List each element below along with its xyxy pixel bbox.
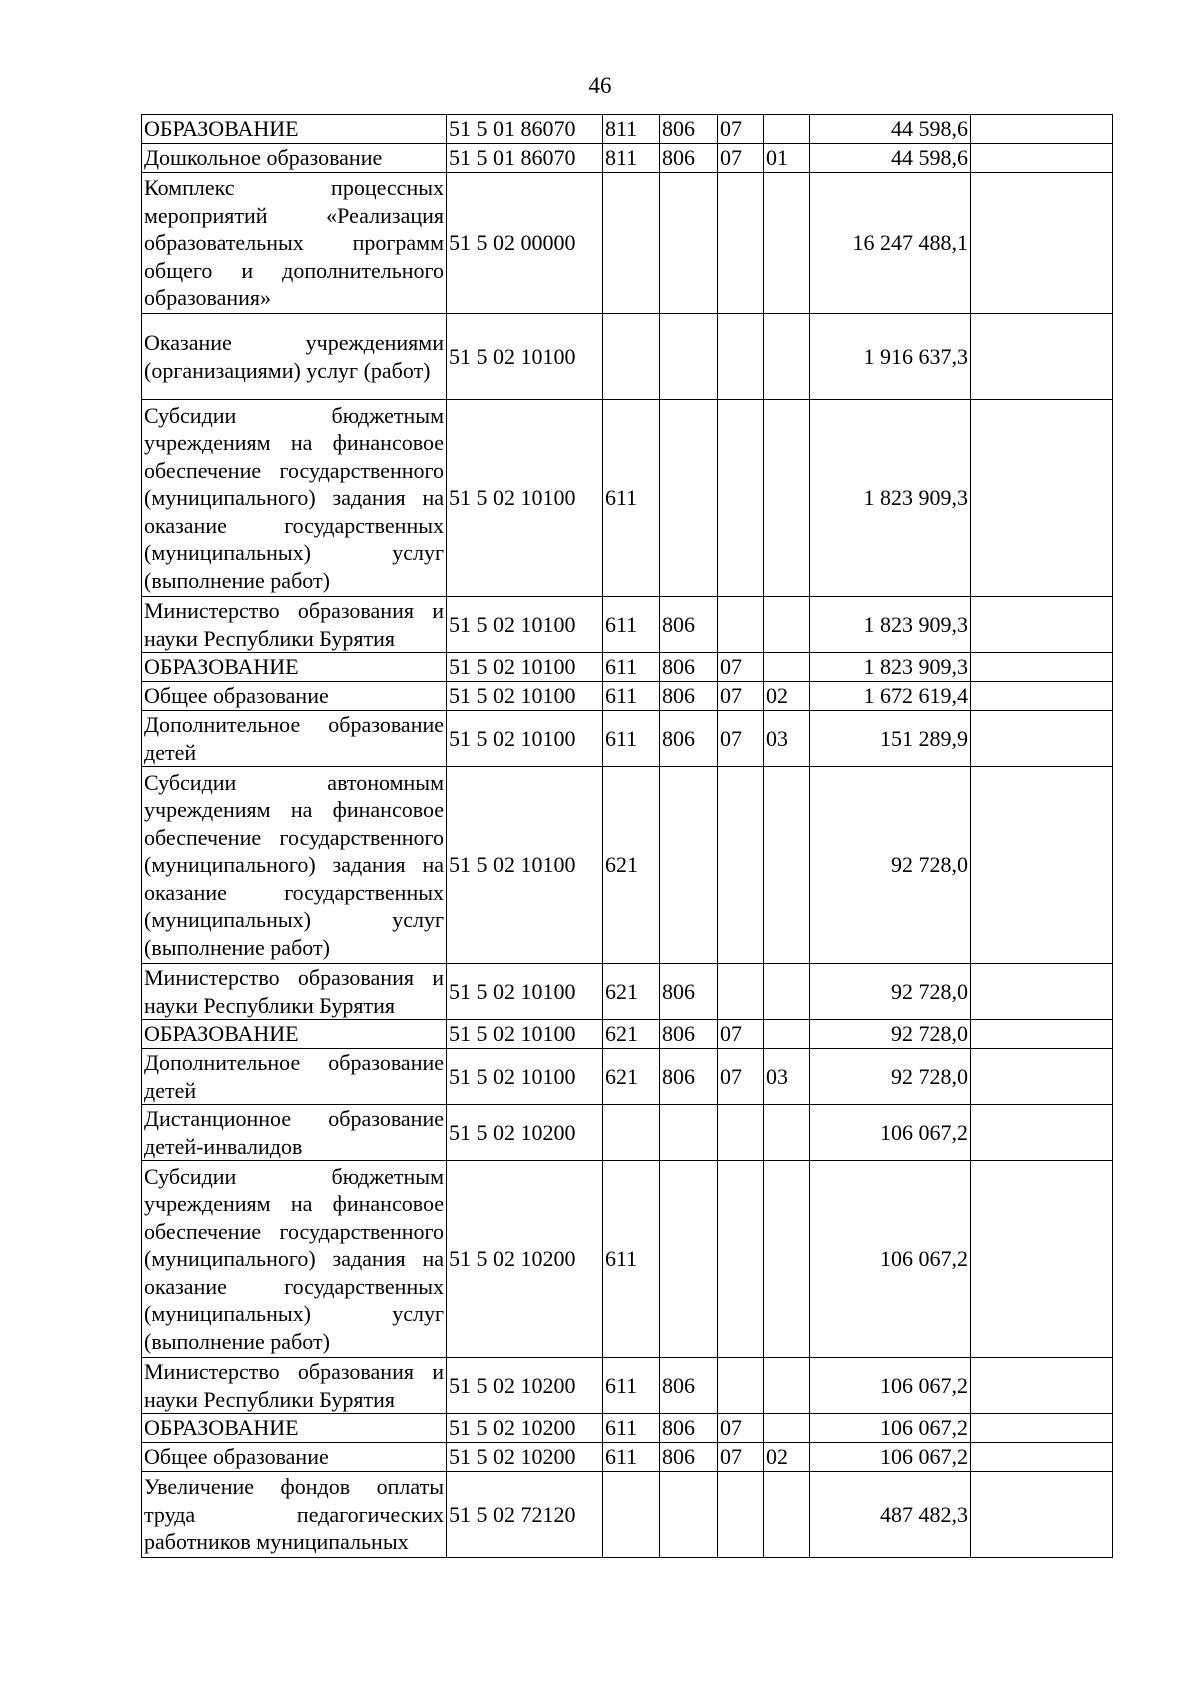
row-vr <box>603 1105 660 1161</box>
row-amount: 487 482,3 <box>810 1472 971 1558</box>
row-extra <box>971 115 1113 144</box>
row-code: 51 5 02 10100 <box>447 767 603 964</box>
row-code: 51 5 02 10200 <box>447 1161 603 1358</box>
row-pr <box>764 1020 810 1049</box>
row-amount: 106 067,2 <box>810 1161 971 1358</box>
row-amount: 92 728,0 <box>810 964 971 1020</box>
row-code: 51 5 01 86070 <box>447 144 603 173</box>
row-grbs <box>660 1161 718 1358</box>
row-amount: 106 067,2 <box>810 1358 971 1414</box>
table-row <box>142 1020 1113 1049</box>
row-vr: 621 <box>603 1020 660 1049</box>
row-amount: 106 067,2 <box>810 1105 971 1161</box>
row-extra <box>971 1161 1113 1358</box>
row-vr: 611 <box>603 1358 660 1414</box>
row-grbs: 806 <box>660 144 718 173</box>
table-row <box>142 653 1113 682</box>
table-row <box>142 964 1113 1020</box>
row-rz <box>718 1105 764 1161</box>
row-grbs: 806 <box>660 964 718 1020</box>
table-row <box>142 1443 1113 1472</box>
table-row <box>142 314 1113 400</box>
table-row <box>142 400 1113 597</box>
row-rz: 07 <box>718 711 764 767</box>
row-name: Общее образование <box>142 1443 447 1472</box>
row-extra <box>971 173 1113 314</box>
row-rz <box>718 173 764 314</box>
row-rz: 07 <box>718 1443 764 1472</box>
row-vr: 611 <box>603 400 660 597</box>
table-row <box>142 1161 1113 1358</box>
row-rz <box>718 964 764 1020</box>
row-name: Оказание учреждениями (организациями) услуг (работ) <box>142 314 447 400</box>
row-pr: 02 <box>764 1443 810 1472</box>
row-grbs: 806 <box>660 653 718 682</box>
row-extra <box>971 711 1113 767</box>
row-name: ОБРАЗОВАНИЕ <box>142 653 447 682</box>
row-pr <box>764 173 810 314</box>
budget-table <box>141 114 1113 1558</box>
row-code: 51 5 02 10200 <box>447 1105 603 1161</box>
row-pr <box>764 767 810 964</box>
row-rz <box>718 1161 764 1358</box>
row-extra <box>971 400 1113 597</box>
table-row <box>142 1414 1113 1443</box>
row-extra <box>971 1105 1113 1161</box>
row-rz <box>718 1358 764 1414</box>
row-grbs <box>660 767 718 964</box>
row-extra <box>971 1020 1113 1049</box>
row-extra <box>971 653 1113 682</box>
row-name: Субсидии бюджетным учреждениям на финансовое обеспечение государственного (муниципального) задания на оказание государственных (муниципальных) услуг (выполнение работ) <box>142 1161 447 1358</box>
row-extra <box>971 1049 1113 1105</box>
row-extra <box>971 682 1113 711</box>
row-name: Увеличение фондов оплаты труда педагогических работников муниципальных <box>142 1472 447 1558</box>
table-row <box>142 1049 1113 1105</box>
table-row <box>142 1472 1113 1558</box>
row-pr: 02 <box>764 682 810 711</box>
row-rz <box>718 1472 764 1558</box>
row-vr: 811 <box>603 144 660 173</box>
row-grbs: 806 <box>660 1020 718 1049</box>
row-amount: 1 823 909,3 <box>810 400 971 597</box>
row-amount: 44 598,6 <box>810 115 971 144</box>
row-pr <box>764 314 810 400</box>
row-amount: 92 728,0 <box>810 1020 971 1049</box>
row-extra <box>971 1358 1113 1414</box>
row-name: ОБРАЗОВАНИЕ <box>142 115 447 144</box>
row-pr: 03 <box>764 1049 810 1105</box>
row-grbs: 806 <box>660 1414 718 1443</box>
row-vr: 811 <box>603 115 660 144</box>
row-vr: 611 <box>603 1161 660 1358</box>
row-amount: 1 672 619,4 <box>810 682 971 711</box>
row-pr <box>764 1472 810 1558</box>
table-row <box>142 144 1113 173</box>
table-row <box>142 711 1113 767</box>
row-code: 51 5 02 10100 <box>447 653 603 682</box>
row-name: Министерство образования и науки Республики Бурятия <box>142 964 447 1020</box>
row-grbs <box>660 173 718 314</box>
row-extra <box>971 1443 1113 1472</box>
row-name: Общее образование <box>142 682 447 711</box>
row-name: Дошкольное образование <box>142 144 447 173</box>
row-grbs <box>660 314 718 400</box>
row-code: 51 5 01 86070 <box>447 115 603 144</box>
row-pr <box>764 1161 810 1358</box>
row-pr <box>764 1105 810 1161</box>
row-rz <box>718 597 764 653</box>
row-code: 51 5 02 10100 <box>447 314 603 400</box>
row-amount: 44 598,6 <box>810 144 971 173</box>
row-vr: 611 <box>603 682 660 711</box>
row-extra <box>971 597 1113 653</box>
row-code: 51 5 02 10100 <box>447 597 603 653</box>
row-pr <box>764 400 810 597</box>
row-amount: 106 067,2 <box>810 1414 971 1443</box>
row-extra <box>971 767 1113 964</box>
table-body <box>142 115 1113 1558</box>
row-vr <box>603 1472 660 1558</box>
row-amount: 92 728,0 <box>810 767 971 964</box>
row-name: Субсидии бюджетным учреждениям на финансовое обеспечение государственного (муниципального) задания на оказание государственных (муниципальных) услуг (выполнение работ) <box>142 400 447 597</box>
row-extra <box>971 314 1113 400</box>
table-row <box>142 1358 1113 1414</box>
row-code: 51 5 02 10100 <box>447 682 603 711</box>
row-code: 51 5 02 10100 <box>447 400 603 597</box>
row-amount: 1 823 909,3 <box>810 653 971 682</box>
row-name: ОБРАЗОВАНИЕ <box>142 1414 447 1443</box>
row-pr <box>764 653 810 682</box>
page-number: 46 <box>588 73 612 98</box>
row-rz: 07 <box>718 144 764 173</box>
row-vr <box>603 314 660 400</box>
row-vr: 611 <box>603 597 660 653</box>
row-extra <box>971 144 1113 173</box>
row-grbs: 806 <box>660 1443 718 1472</box>
row-pr <box>764 115 810 144</box>
row-vr: 621 <box>603 767 660 964</box>
row-rz <box>718 314 764 400</box>
row-vr: 611 <box>603 1443 660 1472</box>
row-grbs: 806 <box>660 1358 718 1414</box>
row-extra <box>971 1414 1113 1443</box>
table-row <box>142 682 1113 711</box>
row-rz <box>718 400 764 597</box>
row-name: Министерство образования и науки Республики Бурятия <box>142 597 447 653</box>
row-rz: 07 <box>718 682 764 711</box>
table-row <box>142 597 1113 653</box>
row-grbs <box>660 1105 718 1161</box>
row-pr <box>764 1358 810 1414</box>
row-vr <box>603 173 660 314</box>
row-amount: 151 289,9 <box>810 711 971 767</box>
row-rz: 07 <box>718 1414 764 1443</box>
row-amount: 1 916 637,3 <box>810 314 971 400</box>
table-row <box>142 115 1113 144</box>
row-grbs: 806 <box>660 711 718 767</box>
row-rz: 07 <box>718 115 764 144</box>
row-vr: 611 <box>603 653 660 682</box>
table-row <box>142 1105 1113 1161</box>
row-pr <box>764 1414 810 1443</box>
row-grbs <box>660 1472 718 1558</box>
row-grbs: 806 <box>660 682 718 711</box>
row-name: Комплекс процессных мероприятий «Реализация образовательных программ общего и дополнительного образования» <box>142 173 447 314</box>
row-vr: 611 <box>603 1414 660 1443</box>
row-code: 51 5 02 10100 <box>447 1020 603 1049</box>
row-rz: 07 <box>718 1049 764 1105</box>
row-code: 51 5 02 10200 <box>447 1443 603 1472</box>
row-code: 51 5 02 00000 <box>447 173 603 314</box>
row-name: Министерство образования и науки Республики Бурятия <box>142 1358 447 1414</box>
row-amount: 16 247 488,1 <box>810 173 971 314</box>
row-pr <box>764 964 810 1020</box>
row-grbs: 806 <box>660 597 718 653</box>
row-vr: 621 <box>603 964 660 1020</box>
row-rz <box>718 767 764 964</box>
row-name: Субсидии автономным учреждениям на финансовое обеспечение государственного (муниципального) задания на оказание государственных (муниципальных) услуг (выполнение работ) <box>142 767 447 964</box>
row-pr <box>764 597 810 653</box>
row-code: 51 5 02 10200 <box>447 1358 603 1414</box>
row-extra <box>971 964 1113 1020</box>
row-name: Дополнительное образование детей <box>142 711 447 767</box>
row-grbs: 806 <box>660 1049 718 1105</box>
row-extra <box>971 1472 1113 1558</box>
row-code: 51 5 02 72120 <box>447 1472 603 1558</box>
row-rz: 07 <box>718 1020 764 1049</box>
row-name: Дополнительное образование детей <box>142 1049 447 1105</box>
row-code: 51 5 02 10100 <box>447 711 603 767</box>
row-name: Дистанционное образование детей-инвалидов <box>142 1105 447 1161</box>
row-pr: 03 <box>764 711 810 767</box>
row-amount: 92 728,0 <box>810 1049 971 1105</box>
row-code: 51 5 02 10200 <box>447 1414 603 1443</box>
row-amount: 1 823 909,3 <box>810 597 971 653</box>
row-amount: 106 067,2 <box>810 1443 971 1472</box>
table-row <box>142 767 1113 964</box>
table-row <box>142 173 1113 314</box>
row-name: ОБРАЗОВАНИЕ <box>142 1020 447 1049</box>
row-vr: 611 <box>603 711 660 767</box>
row-vr: 621 <box>603 1049 660 1105</box>
row-grbs: 806 <box>660 115 718 144</box>
row-grbs <box>660 400 718 597</box>
row-rz: 07 <box>718 653 764 682</box>
row-pr: 01 <box>764 144 810 173</box>
row-code: 51 5 02 10100 <box>447 1049 603 1105</box>
row-code: 51 5 02 10100 <box>447 964 603 1020</box>
